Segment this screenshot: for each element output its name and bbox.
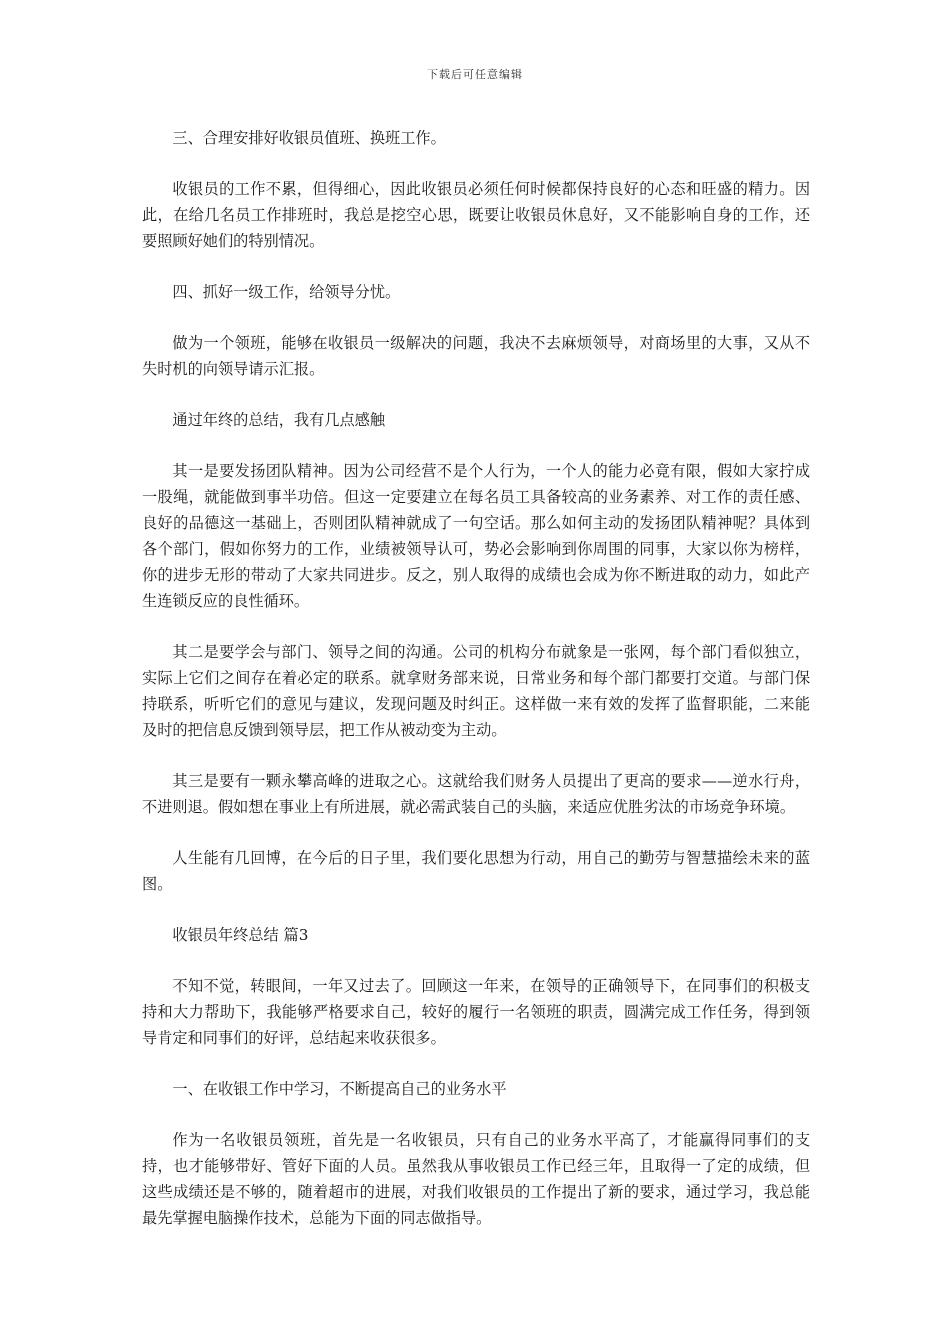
article-title: 收银员年终总结 篇3 [172, 926, 309, 944]
header-note: 下载后可任意编辑 [427, 68, 523, 81]
section-heading: 四、抓好一级工作，给领导分忧。 [172, 283, 401, 301]
section-heading: 通过年终的总结，我有几点感触 [172, 411, 386, 429]
paragraph: 不知不觉，转眼间，一年又过去了。回顾这一年来，在领导的正确领导下，在同事们的积极支持和大力帮助下，我能够严格要求自己，较好的履行一名领班的职责，圆满完成工作任务，得到领导肯定和同事们的好评，总结起来收获很多。 [142, 977, 810, 1047]
paragraph: 其二是要学会与部门、领导之间的沟通。公司的机构分布就象是一张网，每个部门看似独立，实际上它们之间存在着必定的联系。就拿财务部来说，日常业务和每个部门都要打交道。与部门保持联系，听听它们的意见与建议，发现问题及时纠正。这样做一来有效的发挥了监督职能，二来能及时的把信息反馈到领导层，把工作从被动变为主动。 [142, 643, 810, 739]
paragraph: 人生能有几回博，在今后的日子里，我们要化思想为行动，用自己的勤劳与智慧描绘未来的蓝图。 [142, 849, 810, 893]
paragraph: 其三是要有一颗永攀高峰的进取之心。这就给我们财务人员提出了更高的要求——逆水行舟，不进则退。假如想在事业上有所进展，就必需武装自己的头脑，来适应优胜劣汰的市场竞争环境。 [142, 772, 810, 816]
document-body [142, 125, 810, 1256]
paragraph: 作为一名收银员领班，首先是一名收银员，只有自己的业务水平高了，才能赢得同事们的支持，也才能够带好、管好下面的人员。虽然我从事收银员工作已经三年，且取得一了定的成绩，但这些成绩还是不够的，随着超市的进展，对我们收银员的工作提出了新的要求，通过学习，我总能最先掌握电脑操作技术，总能为下面的同志做指导。 [142, 1131, 810, 1227]
section-heading: 一、在收银工作中学习，不断提高自己的业务水平 [172, 1080, 507, 1098]
paragraph: 做为一个领班，能够在收银员一级解决的问题，我决不去麻烦领导，对商场里的大事，又从不失时机的向领导请示汇报。 [142, 334, 810, 378]
paragraph: 收银员的工作不累，但得细心，因此收银员必须任何时候都保持良好的心态和旺盛的精力。因此，在给几名员工作排班时，我总是挖空心思，既要让收银员休息好，又不能影响自身的工作，还要照顾好她们的特别情况。 [142, 180, 810, 250]
paragraph: 其一是要发扬团队精神。因为公司经营不是个人行为，一个人的能力必竟有限，假如大家拧成一股绳，就能做到事半功倍。但这一定要建立在每名员工具备较高的业务素养、对工作的责任感、良好的品德这一基础上，否则团队精神就成了一句空话。那么如何主动的发扬团队精神呢？具体到各个部门，假如你努力的工作，业绩被领导认可，势必会影响到你周围的同事，大家以你为榜样，你的进步无形的带动了大家共同进步。反之，别人取得的成绩也会成为你不断进取的动力，如此产生连锁反应的良性循环。 [142, 462, 810, 610]
section-heading: 三、合理安排好收银员值班、换班工作。 [172, 129, 446, 147]
